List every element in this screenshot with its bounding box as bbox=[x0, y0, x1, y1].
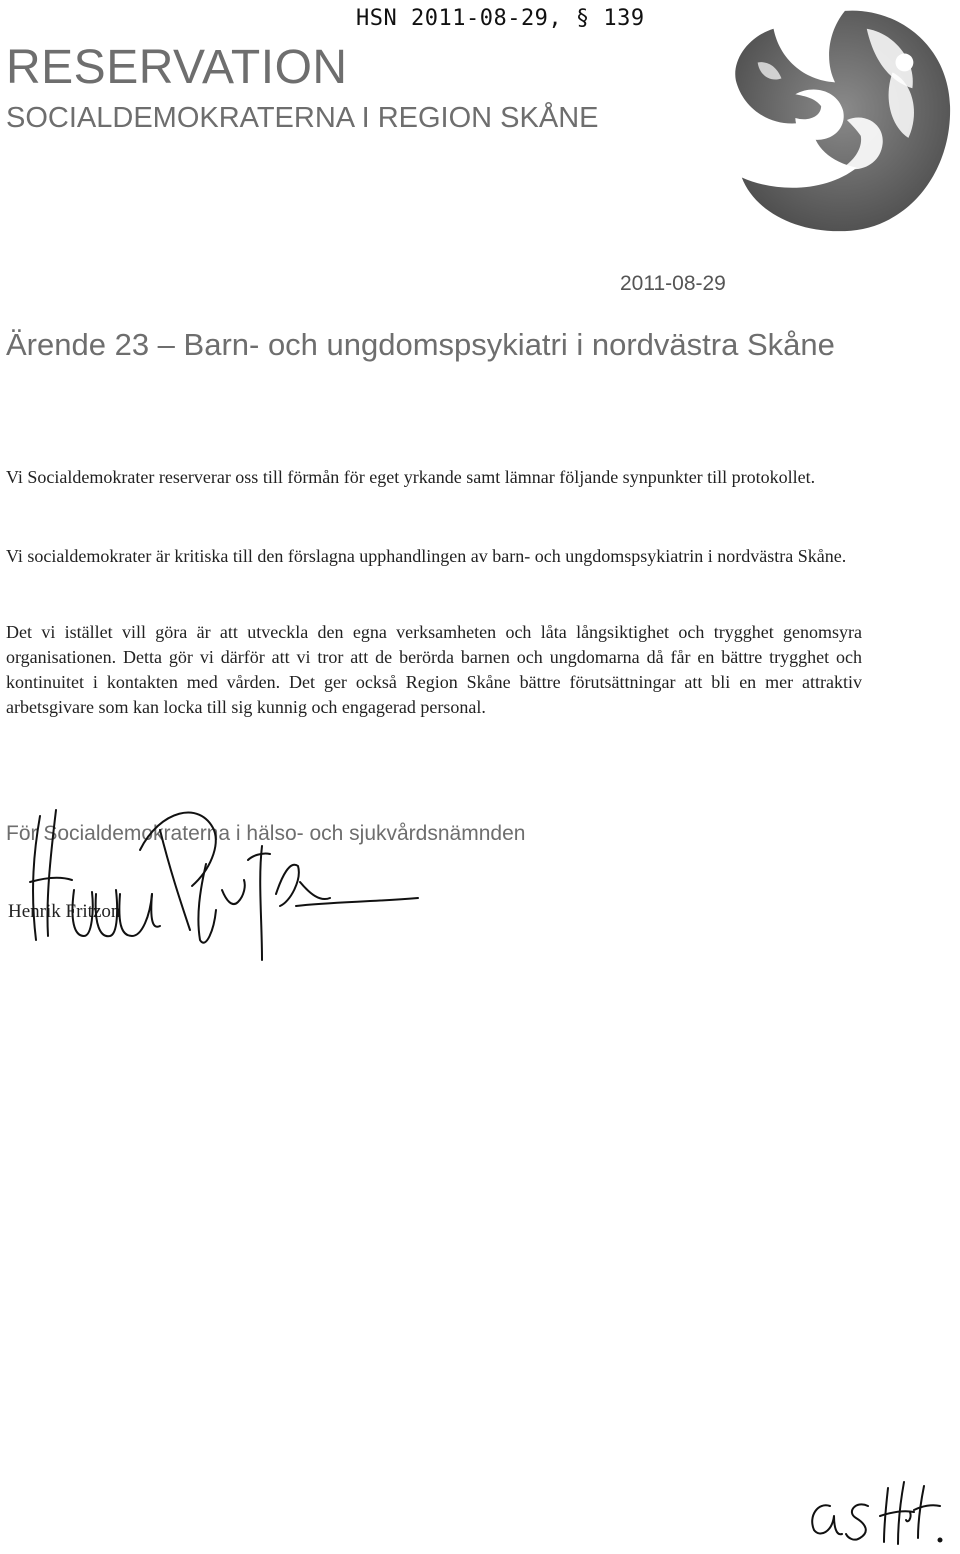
case-heading: Ärende 23 – Barn- och ungdomspsykiatri i nordvästra Skåne bbox=[6, 327, 835, 362]
document-title: RESERVATION bbox=[6, 41, 348, 94]
handwritten-initials bbox=[800, 1476, 950, 1548]
rose-logo-icon bbox=[718, 2, 956, 238]
paragraph-criticism: Vi socialdemokrater är kritiska till den förslagna upphandlingen av barn- och ungdomspsykiatrin i nordvästra Skåne. bbox=[6, 546, 847, 566]
signatory-name: Henrik Fritzon bbox=[8, 901, 121, 922]
paragraph-reservation: Vi Socialdemokrater reserverar oss till förmån för eget yrkande samt lämnar följande synpunkter till protokollet. bbox=[6, 467, 816, 487]
document-date: 2011-08-29 bbox=[620, 272, 726, 295]
document-subtitle: SOCIALDEMOKRATERNA I REGION SKÅNE bbox=[6, 102, 599, 134]
paragraph-proposal: Det vi istället vill göra är att utveckla den egna verksamheten och låta långsiktighet och trygghet genomsyra organisationen. Detta gör vi därför att vi tror att de berörda barnen och ungdomarna då får en bättre trygghet och kontinuitet i kontakten med vården. Det ger också Region Skåne bättre förutsättningar att bli en mer attraktiv arbetsgivare som kan locka till sig kunnig och engagerad personal. bbox=[6, 622, 862, 717]
handwritten-signature bbox=[0, 790, 430, 970]
hsn-stamp: HSN 2011-08-29, § 139 bbox=[356, 6, 645, 31]
signatory-committee: För Socialdemokraterna i hälso- och sjukvårdsnämnden bbox=[6, 822, 526, 845]
